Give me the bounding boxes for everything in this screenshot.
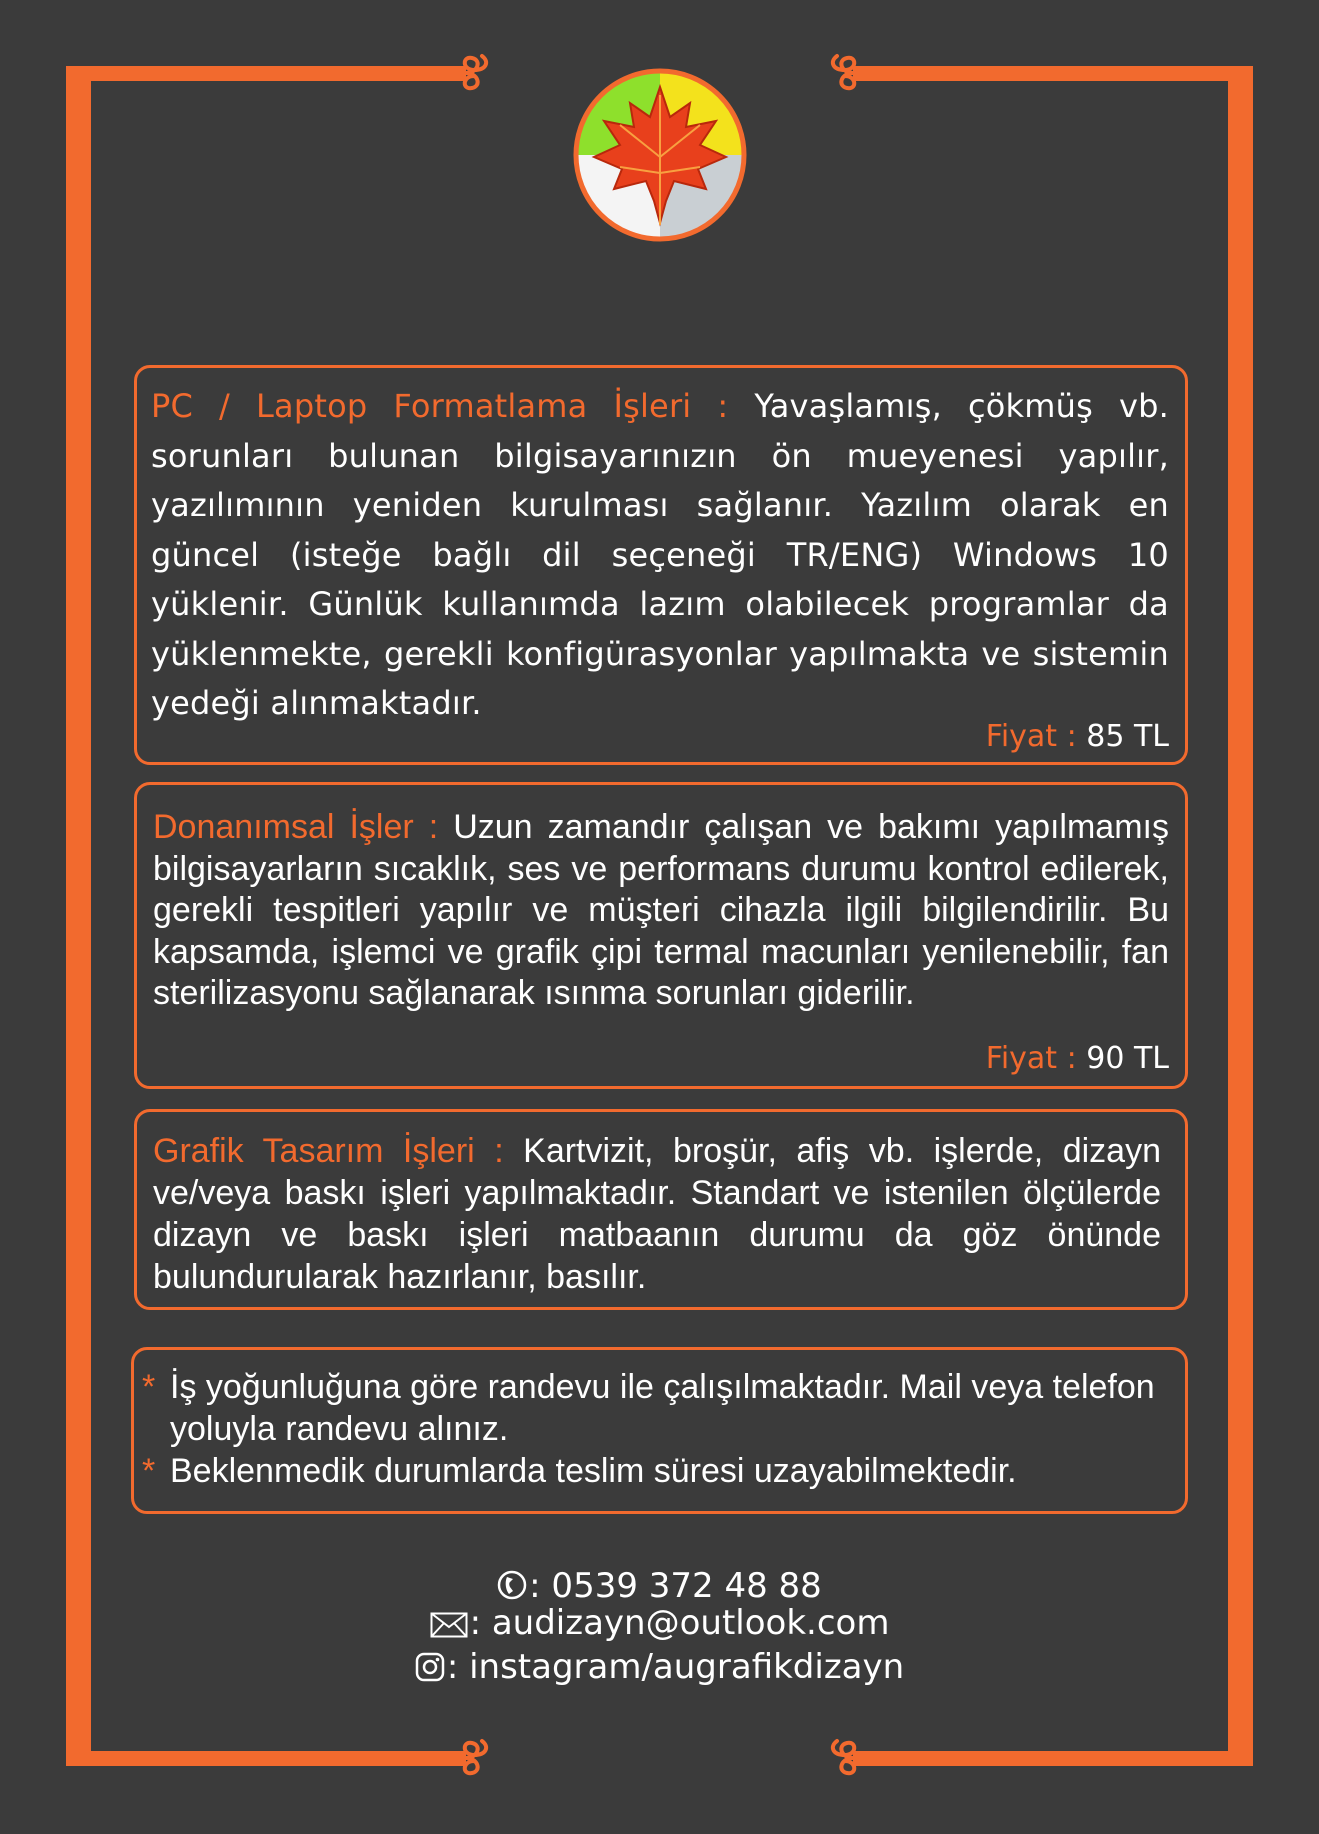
frame-right-bar (1228, 66, 1253, 1766)
frame-curl-bottom-right-lower (841, 1758, 854, 1773)
frame-bottom-left-bar (66, 1751, 466, 1766)
service-description (153, 807, 1169, 1015)
note-item (142, 1366, 1165, 1450)
frame-curl-top-left (465, 56, 486, 73)
price-label: Fiyat : (985, 1041, 1077, 1076)
contact-instagram (0, 1645, 1319, 1689)
envelope-icon (430, 1612, 468, 1638)
note-item (142, 1450, 1165, 1492)
service-box-graphic-design (134, 1109, 1188, 1310)
frame-curl-bottom-left-lower (465, 1758, 478, 1773)
service-price (986, 1041, 1169, 1076)
maple-leaf-logo (570, 65, 750, 245)
instagram-handle[interactable]: : instagram/augrafikdizayn (446, 1647, 905, 1687)
frame-curl-bottom-left (465, 1741, 486, 1758)
service-title: Donanımsal İşler : (153, 808, 439, 846)
price-label: Fiyat : (985, 719, 1077, 754)
service-text: Kartvizit, broşür, afiş vb. işlerde, dizayn ve/veya baskı işleri yapılmaktadır. Standart ve istenilen ölçülerde dizayn ve baskı işleri matbaanın durumu da göz önünde bulundurularak hazırlanır, basılır. (153, 1132, 1161, 1296)
note-text: Beklenmedik durumlarda teslim süresi uzayabilmektedir. (170, 1452, 1017, 1490)
service-text: Uzun zamandır çalışan ve bakımı yapılmamış bilgisayarların sıcaklık, ses ve performans durumu kontrol edilerek, gerekli tespitleri yapılır ve müşteri cihazla ilgili bilgilendirilir. Bu kapsamda, işlemci ve grafik çipi termal macunları yenilenebilir, fan sterilizasyonu sağlanarak ısınma sorunları giderilir. (153, 808, 1169, 1012)
phone-number[interactable]: : 0539 372 48 88 (529, 1566, 822, 1606)
frame-bottom-right-bar (853, 1751, 1253, 1766)
service-box-formatting (134, 365, 1188, 765)
contact-email (0, 1601, 1319, 1645)
price-value: 90 TL (1086, 1041, 1169, 1076)
service-text: Yavaşlamış, çökmüş vb. sorunları bulunan bilgisayarınızın ön mueyenesi yapılır, yazılımının yeniden kurulması sağlanır. Yazılım olarak en güncel (isteğe bağlı dil seçeneği TR/ENG) Windows 10 yüklenir. Günlük kullanımda lazım olabilecek programlar da yüklenmekte, gerekli konfigürasyonlar yapılmakta ve sistemin yedeği alınmaktadır. (151, 387, 1169, 722)
frame-left-bar (66, 66, 91, 1766)
service-title: PC / Laptop Formatlama İşleri : (151, 387, 729, 425)
frame-curl-bottom-right (833, 1741, 854, 1758)
frame-top-right-bar (853, 66, 1253, 81)
frame-curl-top-left-lower (465, 73, 478, 88)
email-address[interactable]: : audizayn@outlook.com (469, 1603, 890, 1643)
instagram-icon (415, 1652, 445, 1682)
phone-icon (497, 1569, 527, 1601)
frame-curl-top-right-lower (841, 73, 854, 88)
note-bullet: * (142, 1452, 156, 1490)
price-value: 85 TL (1086, 719, 1169, 754)
note-text: İş yoğunluğuna göre randevu ile çalışılmaktadır. Mail veya telefon yoluyla randevu alınız. (170, 1368, 1155, 1448)
service-description (151, 382, 1169, 729)
frame-curl-top-right (833, 56, 854, 73)
service-box-hardware (134, 782, 1188, 1089)
frame-top-left-bar (66, 66, 466, 81)
service-price (986, 719, 1169, 754)
service-description (153, 1130, 1161, 1298)
note-bullet: * (142, 1368, 156, 1406)
service-title: Grafik Tasarım İşleri : (153, 1132, 504, 1170)
notes-box (131, 1347, 1188, 1514)
